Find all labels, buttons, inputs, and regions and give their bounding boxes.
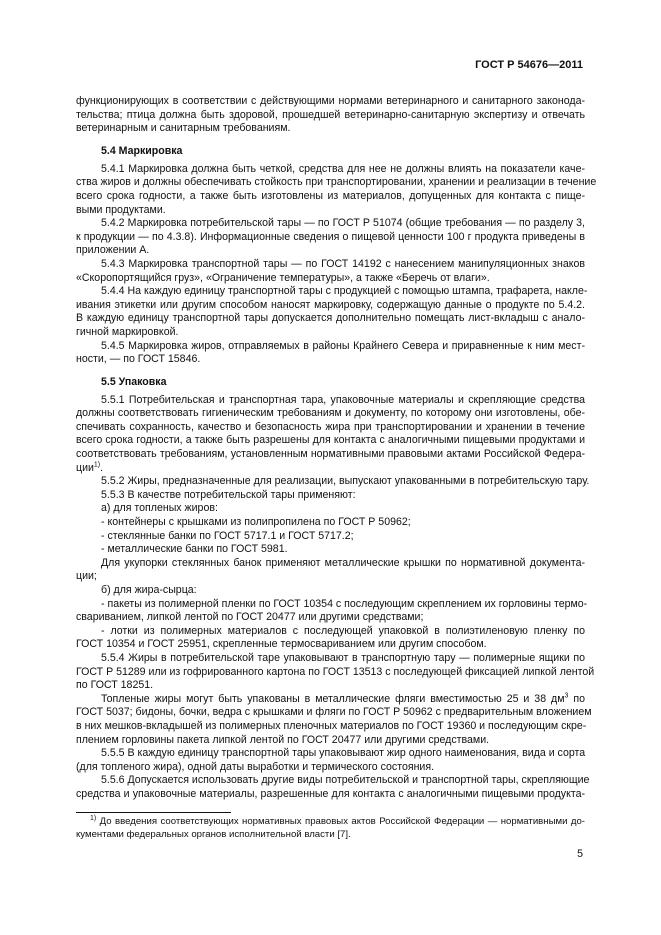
text-line: 5.5.3 В качестве потребительской тары применяют: (101, 488, 356, 501)
list-item: - металлические банки по ГОСТ 5981. (101, 543, 288, 556)
text-line: гичной маркировкой. (76, 325, 179, 338)
text-line: ции; (76, 570, 97, 583)
text-line: 5.4.1 Маркировка должна быть четкой, средства для нее не должны влиять на показатели каче- (101, 162, 585, 175)
list-label: б) для жира-сырца: (101, 584, 197, 596)
footnote-mark: 1) (90, 814, 97, 822)
text-line: всего срока годности, а также быть разрешены для контакта с аналогичными пищевыми продуктами и (76, 434, 585, 447)
body-text (76, 95, 597, 802)
text-line: выми продуктами. (76, 203, 166, 216)
text-line: ции$^{1)}$. (76, 461, 104, 474)
text-line: ГОСТ 10354 и ГОСТ 25951, скрепленные термосвариванием или другим способом. (76, 638, 487, 651)
footnote-divider (76, 812, 231, 813)
list-item: - стеклянные банки по ГОСТ 5717.1 и ГОСТ 5717.2; (101, 529, 354, 542)
text-line: 5.5.4 Жиры в потребительской таре упаковывают в транспортную тару — полимерные ящики по (101, 651, 585, 664)
text-line: приложении А. (76, 244, 150, 257)
footnote-ref: 1) (93, 461, 101, 469)
text-line: Топленые жиры могут быть упакованы в металлические фляги вместимостью 25 и 38 $дм^3$ по (101, 692, 586, 705)
text-line: В каждую единицу транспортной тары допускается дополнительно помещать лист-вкладыш с анало- (76, 312, 585, 325)
text-line: 5.4.5 Маркировка жиров, отправляемых в районы Крайнего Севера и приравненные к ним мест- (101, 339, 585, 352)
text-line: должны соответствовать гигиеническим требованиям и документу, по которому они изготовлены, обе- (76, 407, 585, 420)
text-line: «Скоропортящийся груз», «Ограничение температуры», а также «Беречь от влаги». (76, 271, 490, 284)
list-label: а) для топленых жиров: (101, 502, 218, 515)
footnote-line: $^{1)}$ До введения соответствующих нормативных правовых актов Российской Федерации — нормативными до- (76, 816, 585, 829)
text-line: в них мешков-вкладышей из полимерных пленочных материалов по ГОСТ 19360 и последующим скре- (76, 719, 587, 732)
document-id-header: ГОСТ Р 54676—2011 (475, 59, 583, 71)
text-line: спечивать сохранность, качество и безопасность жира при транспортировании и хранении в течение (76, 420, 585, 433)
text-line: 5.5.6 Допускается использовать другие виды потребительской и транспортной тары, скрепляющие (101, 774, 590, 787)
text-line: 5.4.3 Маркировка транспортной тары — по ГОСТ 14192 с нанесением манипуляционных знаков (101, 257, 585, 270)
text-line: 5.5.5 В каждую единицу транспортной тары упаковывают жир одного наименования, вида и сорта (101, 747, 586, 760)
text-line: 5.4.2 Маркировка потребительской тары — по ГОСТ Р 51074 (общие требования — по разделу 3, (101, 217, 585, 230)
text-line: ГОСТ Р 51289 или из гофрированного картона по ГОСТ 13513 с последующей фиксацией липкой лентой (76, 665, 595, 678)
text-line: свариванием, липкой лентой по ГОСТ 20477 или другими средствами; (76, 611, 424, 624)
section-heading-5-5: 5.5 Упаковка (101, 375, 167, 388)
text-line: Для укупорки стеклянных банок применяют металлические крышки по нормативной документа- (101, 556, 585, 569)
text-line: всего срока годности, а также быть изготовлены из материалов, допущенных для контакта с пище- (76, 189, 585, 202)
text-line: соответствовать требованиям, установленным нормативными правовыми актами Российской Федера- (76, 448, 585, 461)
text-line: ивания этикетки или другим способом наносят маркировку, содержащую данные о продукте по 5.4.2. (76, 298, 585, 311)
footnote (76, 816, 585, 841)
list-item: - контейнеры с крышками из полипропилена по ГОСТ Р 50962; (101, 516, 411, 529)
section-heading-5-4: 5.4 Маркировка (101, 144, 183, 157)
page-number: 5 (577, 848, 583, 860)
text-line: функционирующих в соответствии с действующими нормами ветеринарного и санитарного законода- (76, 95, 585, 107)
text-line: ства жиров и должны обеспечивать стойкость при транспортировании, хранении и реализации в течение (76, 176, 597, 189)
text-line: 5.5.2 Жиры, предназначенные для реализации, выпускают упакованными в потребительскую тару. (101, 475, 590, 488)
text-line: ности, — по ГОСТ 15846. (76, 353, 201, 366)
text-line: к продукции — по 4.3.8). Информационные сведения о пищевой ценности 100 г продукта приведены в (76, 230, 585, 243)
text-line: по ГОСТ 18251. (76, 679, 154, 692)
text-line: средства и упаковочные материалы, разрешенные для контакта с аналогичными пищевыми продукта- (76, 787, 585, 800)
superscript: 3 (564, 692, 569, 700)
text-line: 5.5.1 Потребительская и транспортная тара, упаковочные материалы и скрепляющие средства (101, 393, 585, 406)
text-line: 5.4.4 На каждую единицу транспортной тары с продукцией с помощью штампа, трафарета, накле- (101, 285, 588, 298)
footnote-line: кументами федеральных органов исполнительной власти [7]. (76, 828, 351, 840)
text-line: ГОСТ 5037; бидоны, бочки, ведра с крышками и фляги по ГОСТ Р 50962 с предварительным вложением (76, 706, 592, 719)
text-line: тельства; птица должна быть здоровой, прошедшей ветеринарно-санитарную экспертизу и отвечать (76, 108, 585, 121)
text-line: плением горловины пакета липкой лентой по ГОСТ 20477 или другими средствами. (76, 733, 490, 746)
list-item: - лотки из полимерных материалов с последующей упаковкой в полиэтиленовую пленку по (101, 624, 585, 637)
text-line: ветеринарным и санитарным требованиям. (76, 122, 291, 135)
text-line: (для топленого жира), одной даты выработки и термического состояния. (76, 760, 435, 773)
list-item: - пакеты из полимерной пленки по ГОСТ 10354 с последующим скреплением их горловины термо- (101, 597, 588, 610)
